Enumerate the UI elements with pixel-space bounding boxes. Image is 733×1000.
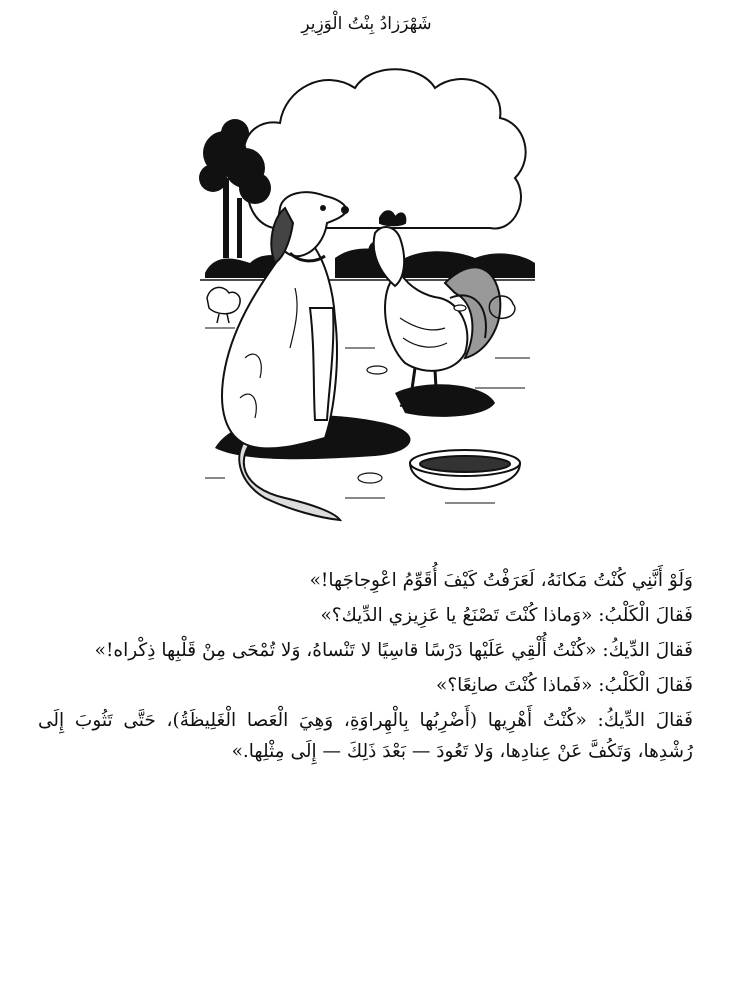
water-bowl: [410, 450, 520, 489]
body-text: [38, 565, 693, 771]
paragraph: فَقالَ الْكَلْبُ: «وَماذا كُنْتَ تَصْنَعُ يا عَزِيزي الدِّيك؟»: [320, 605, 693, 626]
paragraph: وَلَوْ أَنَّنِي كُنْتُ مَكانَهُ، لَعَرَفْتُ كَيْفَ أُقَوِّمُ اعْوِجاجَها!»: [309, 570, 693, 591]
running-head: شَهْرَزادُ بِنْتُ الْوَزِيرِ: [301, 14, 432, 34]
paragraph: فَقالَ الدِّيكُ: «كُنْتُ أَهْرِيها (أَضْرِبُها بِالْهِراوَةِ، وَهِيَ الْعَصا الْغَلِيظَةُ)، حَتَّى تَثُوبَ إِلَى رُشْدِها، وَتَكُفَّ عَنْ عِنادِها، وَلا تَعُودَ — بَعْدَ ذَلِكَ — إِلَى مِثْلِها.»: [38, 710, 693, 762]
dog-and-rooster-illustration: [195, 58, 540, 526]
hen: [207, 287, 240, 323]
paragraph: فَقالَ الْكَلْبُ: «فَماذا كُنْتَ صانِعًا؟»: [436, 675, 693, 696]
paragraph: فَقالَ الدِّيكُ: «كُنْتُ أُلْقِي عَلَيْها دَرْسًا قاسِيًا لا تَنْساهُ، وَلا تُمْحَى مِنْ قَلْبِها ذِكْراه!»: [94, 640, 693, 661]
rooster: [369, 211, 500, 410]
